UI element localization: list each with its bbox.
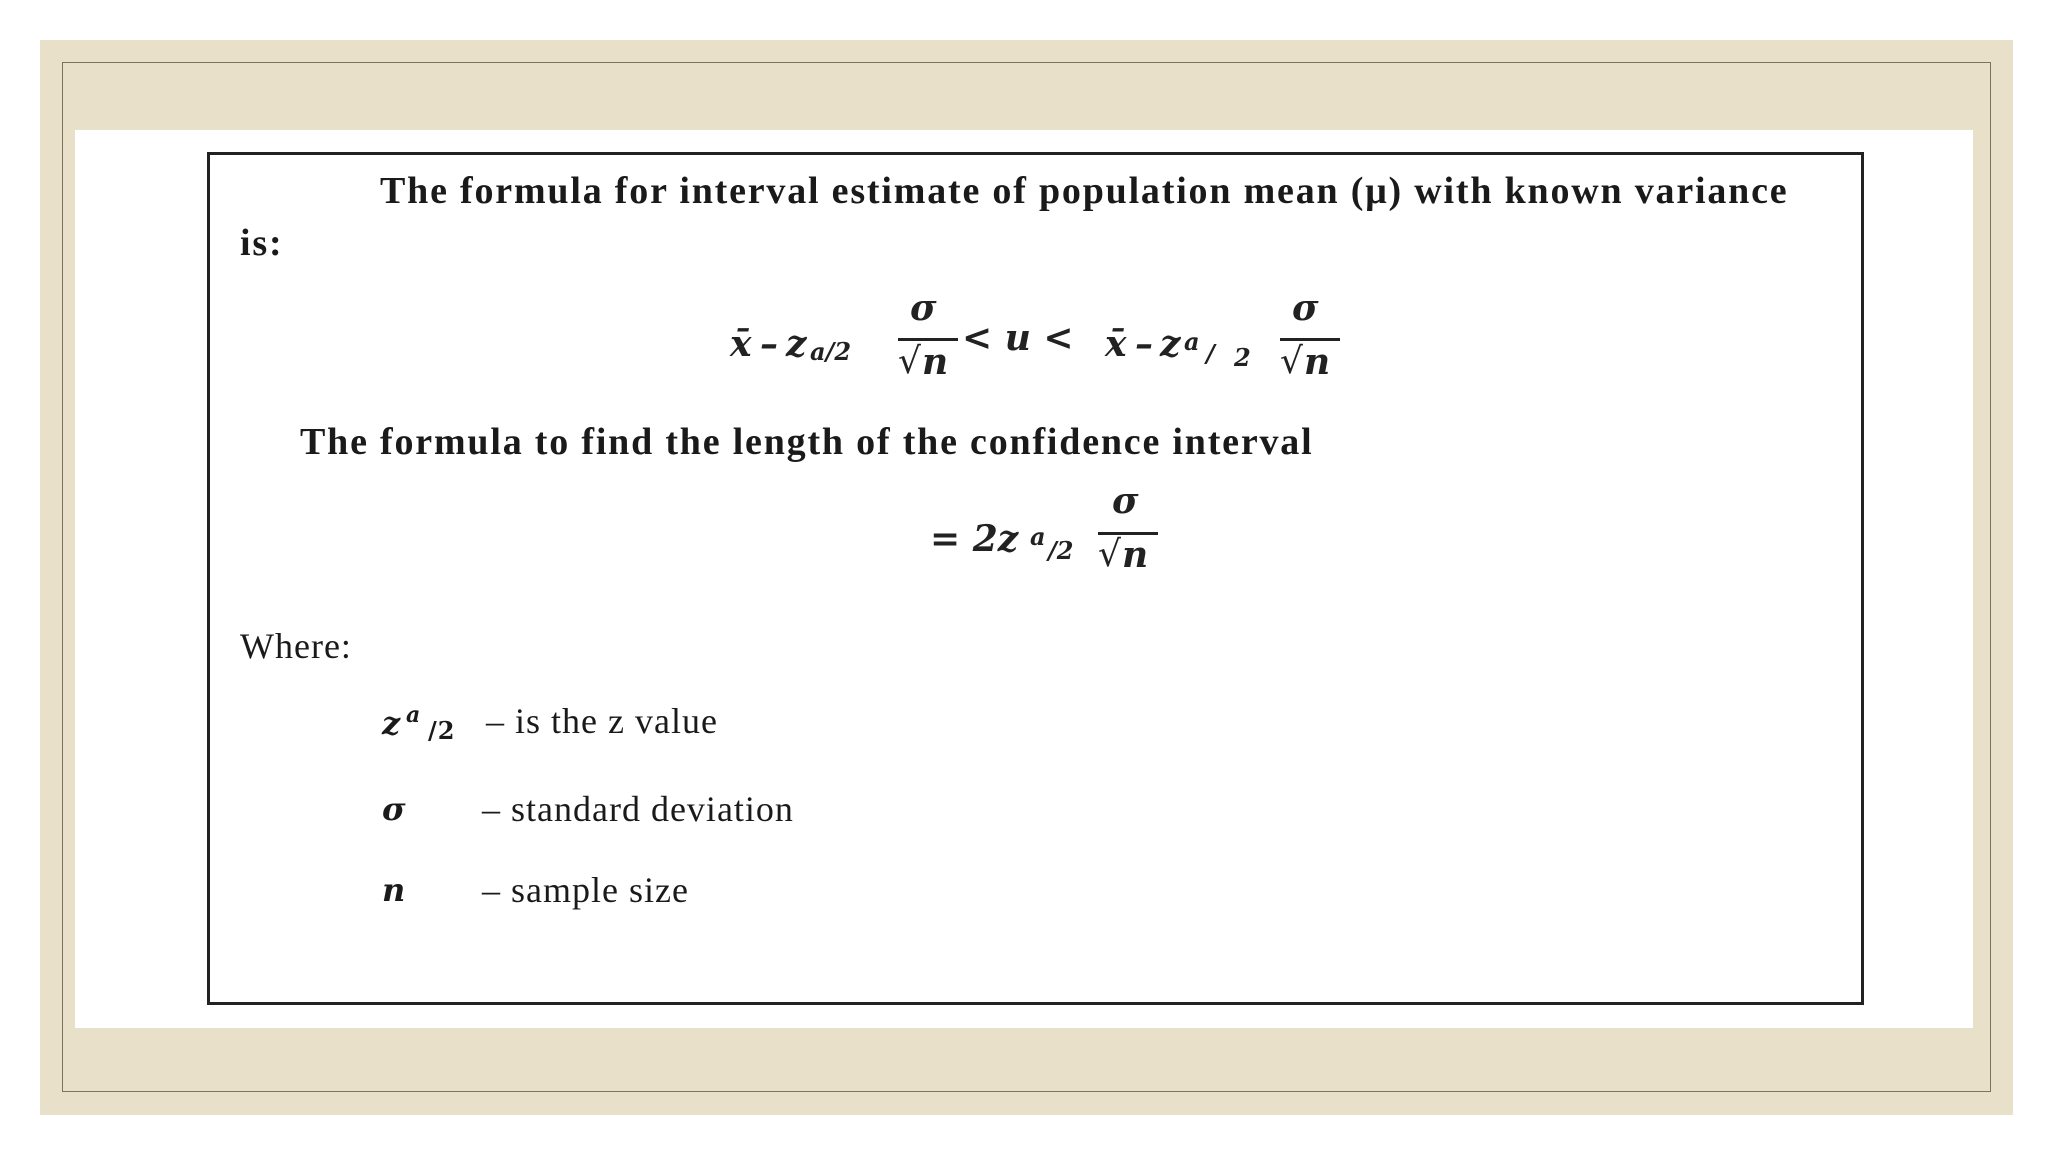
z-right-sub-slash: / bbox=[1206, 339, 1215, 368]
definition-n-symbol: n bbox=[382, 871, 407, 909]
definition-z-sub-a: a bbox=[406, 702, 422, 728]
length-sqrt: √ bbox=[1098, 534, 1121, 575]
definition-z-symbol: z bbox=[382, 704, 402, 742]
z-left: z bbox=[786, 323, 807, 365]
xbar-right: x̄ bbox=[1105, 323, 1127, 365]
sqrt-right: √ bbox=[1280, 341, 1303, 382]
z-right: z bbox=[1160, 323, 1181, 365]
sigma-left: σ bbox=[910, 287, 937, 329]
interval-estimate-heading: The formula for interval estimate of population mean (μ) with known variance is: bbox=[240, 170, 1789, 264]
definition-n-text: – sample size bbox=[482, 870, 689, 910]
sigma-right: σ bbox=[1292, 287, 1319, 329]
z-right-sub-a: a bbox=[1184, 327, 1200, 356]
length-n: n bbox=[1122, 534, 1149, 576]
xbar-left: x̄ bbox=[730, 323, 752, 365]
formula-box bbox=[207, 152, 1864, 1005]
equals-2z: = 2z bbox=[930, 518, 1019, 560]
n-right: n bbox=[1304, 341, 1331, 383]
length-heading: The formula to find the length of the confidence interval bbox=[300, 421, 1314, 463]
definition-sigma-text: – standard deviation bbox=[482, 789, 794, 829]
sqrt-left: √ bbox=[898, 341, 921, 382]
minus-right: – bbox=[1135, 323, 1153, 365]
z-right-sub-two: 2 bbox=[1234, 343, 1251, 372]
where-label: Where: bbox=[240, 626, 352, 666]
less-u-less: < u < bbox=[962, 317, 1074, 359]
n-left: n bbox=[922, 341, 949, 383]
definition-z-sub-rest: /2 bbox=[428, 716, 456, 745]
length-sigma: σ bbox=[1112, 480, 1139, 522]
length-sub-slash2: /2 bbox=[1048, 536, 1074, 565]
minus-left: – bbox=[760, 323, 778, 365]
definition-z-text: – is the z value bbox=[486, 701, 718, 741]
length-sub-a: a bbox=[1030, 522, 1046, 551]
definition-sigma-symbol: σ bbox=[382, 790, 407, 828]
z-left-subscript: a/2 bbox=[810, 337, 852, 366]
